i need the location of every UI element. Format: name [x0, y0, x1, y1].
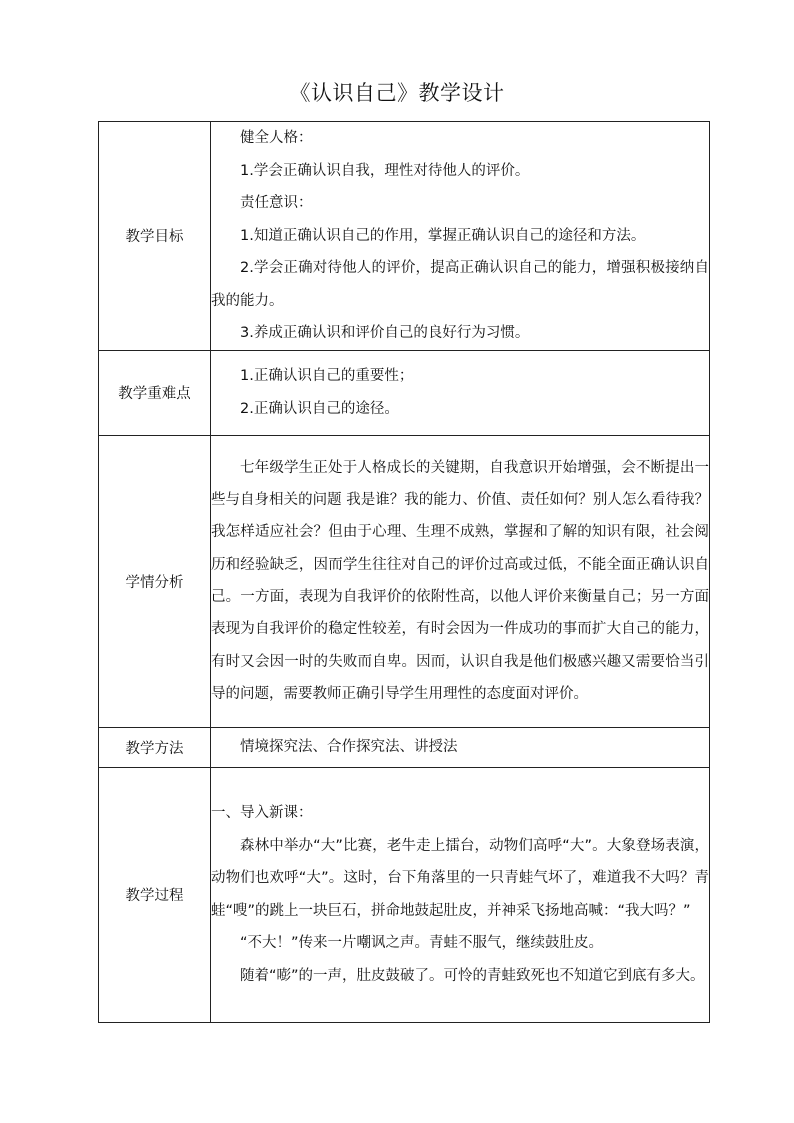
row-content-methods [211, 727, 710, 767]
table-row-objectives [99, 122, 710, 351]
row-content-key-points [211, 350, 710, 435]
lesson-plan-table [98, 121, 710, 1023]
row-label-methods: 教学方法 [99, 727, 211, 767]
row-label-key-points: 教学重难点 [99, 350, 211, 435]
row-label-process: 教学过程 [99, 767, 211, 1022]
table-row-key-points [99, 350, 710, 435]
document-title: 《认识自己》教学设计 [289, 81, 505, 105]
paragraph: 森林中举办“大”比赛，老牛走上擂台，动物们高呼“大”。大象登场表演，动物们也欢呼“大”。这时，台下角落里的一只青蛙气坏了，难道我不大吗？青蛙“嗖”的跳上一块巨石，拼命地鼓起肚皮，并神采飞扬地高喊：“我大吗？” [211, 837, 709, 919]
paragraph: 1.正确认识自己的重要性； [240, 368, 414, 384]
row-content-process [211, 767, 710, 1022]
paragraph: 2.正确认识自己的途径。 [240, 400, 399, 417]
table-row-learner-analysis [99, 435, 710, 727]
paragraph: 随着“嘭”的一声，肚皮鼓破了。可怜的青蛙致死也不知道它到底有多大。 [240, 967, 705, 984]
paragraph: 1.学会正确认识自我，理性对待他人的评价。 [240, 162, 530, 179]
paragraph: 责任意识： [240, 195, 313, 211]
table-row-process [99, 767, 710, 1022]
paragraph: 七年级学生正处于人格成长的关键期，自我意识开始增强，会不断提出一些与自身相关的问题 我是谁？我的能力、价值、责任如何？别人怎么看待我？我怎样适应社会？但由于心理、生理不成熟，掌握和了解的知识有限，社会阅历和经验缺乏，因而学生往往对自己的评价过高或过低，不能全面正确认识自己。一方面，表现为自我评价的依附性高，以他人评价来衡量自己；另一方面表现为自我评价的稳定性较差，有时会因为一件成功的事而扩大自己的能力，有时又会因一时的失败而自卑。因而，认识自我是他们极感兴趣又需要恰当引导的问题，需要教师正确引导学生用理性的态度面对评价。 [211, 459, 709, 702]
paragraph: 2.学会正确对待他人的评价，提高正确认识自己的能力，增强积极接纳自我的能力。 [211, 260, 709, 309]
paragraph: “不大！”传来一片嘲讽之声。青蛙不服气，继续鼓肚皮。 [240, 935, 604, 951]
paragraph: 健全人格： [240, 130, 313, 146]
row-content-objectives [211, 122, 710, 351]
table-row-methods [99, 727, 710, 767]
paragraph: 一、导入新课： [211, 805, 313, 821]
paragraph: 3.养成正确认识和评价自己的良好行为习惯。 [240, 325, 530, 341]
row-label-objectives: 教学目标 [99, 122, 211, 351]
row-content-learner-analysis [211, 435, 710, 727]
row-label-learner-analysis: 学情分析 [99, 435, 211, 727]
paragraph: 1.知道正确认识自己的作用，掌握正确认识自己的途径和方法。 [240, 227, 646, 244]
paragraph: 情境探究法、合作探究法、讲授法 [240, 738, 458, 755]
